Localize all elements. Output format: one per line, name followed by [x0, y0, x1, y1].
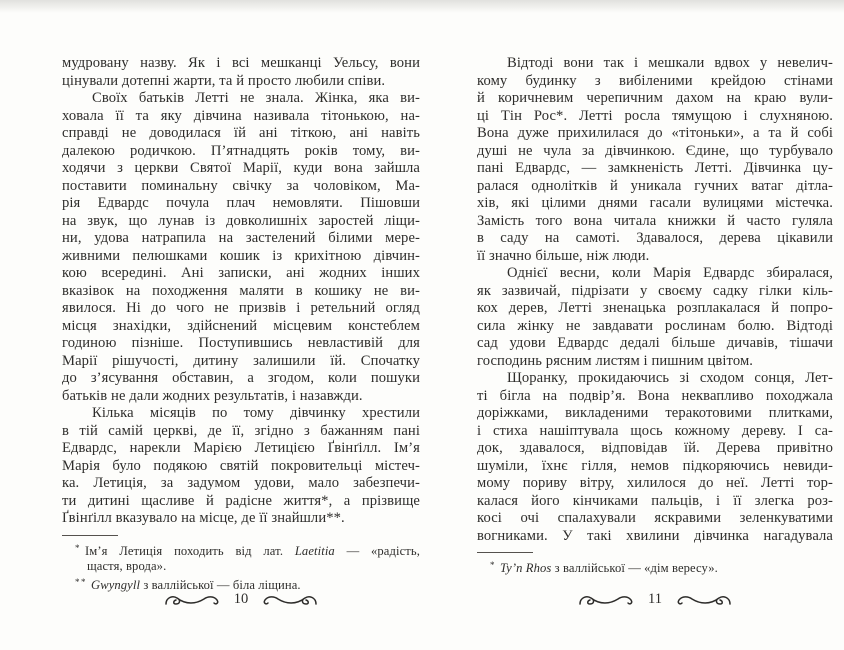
body-text-line: шуміли, їхнє гілля, немов підкоряючись невиди-: [477, 457, 833, 474]
footnote-term-italic: Gwyngyll: [91, 577, 141, 592]
body-text-line: в саду на самоті. Здавалося, дерева цікавили: [477, 230, 833, 246]
footnote-text: щастя, врода».: [87, 559, 167, 573]
body-text-line: й коричневим черепичним дахом на краю вули-: [477, 90, 833, 106]
page-number-row: [477, 591, 833, 608]
footnote-line: [62, 541, 420, 560]
body-text-line: її значно більше, ніж люди.: [477, 247, 650, 264]
body-text-line: на звук, що лунав із довколишніх заростей ліщи-: [62, 212, 420, 229]
swirl-flourish-left-icon: [164, 592, 222, 608]
footnote-marker: *: [75, 542, 81, 553]
body-text-line: вогниками. У такі хвилини дівчинка нагадувала: [477, 527, 833, 544]
body-lines: [62, 55, 420, 528]
body-text-line: кою всередині. Ані записки, ані жодних інших: [62, 265, 420, 281]
body-text-line: до з’ясування обставин, а згодом, коли пошуки: [62, 370, 420, 386]
body-text-line: док, здавалося, відповідав їй. Дерева привітно: [477, 440, 833, 456]
body-text-line: Замість того вона читала книжки й часто гуляла: [477, 212, 833, 229]
body-text-line: поставити поминальну свічку за чоловіком, Ма-: [62, 177, 420, 194]
footnote-separator: [477, 552, 533, 553]
footnote-term-italic: Ty’n Rhos: [500, 561, 552, 575]
footnote-text: — «радість,: [334, 543, 420, 558]
body-lines: [477, 55, 833, 545]
body-text-line: ти дитині щасливе й радісне життя*, а прізвище: [62, 492, 420, 509]
body-text-line: далекою родичкою. П’ятнадцять років тому, ви-: [62, 142, 420, 159]
footnote-text: Ім’я Летиція походить від лат.: [85, 543, 295, 558]
body-text-line: мому пориву вітру, хилилося до неї. Летті тор-: [477, 475, 833, 491]
body-text-line: Однієї весни, коли Марія Едвардс збиралася,: [507, 265, 833, 281]
body-text-line: Своїх батьків Летті не знала. Жінка, яка ви-: [92, 90, 420, 106]
body-text-line: Відтоді вони так і мешкали вдвох у невелич-: [507, 55, 833, 71]
page-number: 10: [233, 591, 249, 607]
body-text-line: ховала її та яку дівчина називала тітонькою, на-: [62, 107, 420, 124]
body-text-line: годиною пізніше. Поступившись невластивій для: [62, 335, 420, 351]
body-text-line: місця знахідки, здійснений місцевим констеблем: [62, 317, 420, 334]
body-text-line: ни, удова натрапила на застелений білими мере-: [62, 230, 420, 246]
footnote-text: з валлійської — біла ліщина.: [140, 577, 301, 592]
scan-edge-shadow: [0, 0, 844, 13]
body-text-line: кох дерев, Летті зненацька розплакалася й попро-: [477, 300, 833, 316]
body-text-line: кому будинку з вибіленими крейдою стінами: [477, 72, 833, 89]
swirl-flourish-left-icon: [578, 592, 636, 608]
body-text-line: вказівок на походження маляти в кошику не ви-: [62, 282, 420, 299]
body-text-line: батьків не дали жодних результатів, і назавжди.: [62, 387, 363, 404]
body-text-line: живними пелюшками кошик із крихітною дівчин-: [62, 247, 420, 264]
body-text-line: калася його кінчиками пальців, і її злегка роз-: [477, 492, 833, 509]
footnote-text: з валлійської — «дім вересу».: [551, 561, 718, 575]
body-text-line: як зазвичай, підрізати у своєму садку гілки кіль-: [477, 282, 833, 299]
footnote-marker: **: [75, 576, 87, 587]
body-text-line: рія Едвардс почула плач немовляти. Пішовши: [62, 195, 420, 211]
body-text-line: господинь рясним листям і пишним цвітом.: [477, 352, 754, 369]
body-text-line: ці Тін Рос*. Летті росла тямущою і слухняною.: [477, 107, 833, 124]
body-text-line: пані Едвардс, — замкненість Летті. Дівчинка цу-: [477, 160, 833, 176]
body-text-line: Марія було подякою святій покровительці містеч-: [62, 457, 420, 474]
body-text-line: ті бігла на подвір’я. Вона неквапливо походжала: [477, 387, 833, 404]
body-text-line: мудровану назву. Як і всі мешканці Уельсу, вони: [62, 55, 420, 71]
footnote-separator: [62, 535, 118, 536]
swirl-flourish-right-icon: [674, 592, 732, 608]
footnote-line: [477, 558, 833, 577]
body-text-line: ходячи з церкви Святої Марії, куди вона зайшла: [62, 160, 420, 176]
page-number: 11: [648, 591, 662, 607]
page-number-row: [62, 591, 420, 608]
footnotes: [477, 558, 833, 577]
body-text-line: ралася однолітків й уникала гучних ватаг дітла-: [477, 177, 833, 194]
body-text-line: ка. Летиція, за задумом удови, мало забезпечи-: [62, 475, 420, 491]
body-text-line: і стиха нашіптувала щось кожному дереву. І са-: [477, 422, 833, 439]
body-text-line: душі не чула за дівчинкою. Єдине, що турбувало: [477, 142, 833, 159]
body-text-line: сад удови Едвардс дедалі більше дичавів, тішачи: [477, 335, 833, 351]
footnote-marker: *: [490, 560, 496, 570]
body-text-line: сила жінку не завдавати рослинам болю. Відтоді: [477, 317, 833, 334]
body-text-line: явилося. Ні до чого не призвів і ретельний огляд: [62, 300, 420, 316]
body-text-line: хів, які цілими днями гасали вулицями містечка.: [477, 195, 833, 211]
body-text-line: справді не доводилася їй ані тіткою, ані навіть: [62, 125, 420, 141]
book-page-right: [477, 55, 833, 625]
body-text-line: Марії рішучості, дитину залишили їй. Спочатку: [62, 352, 420, 369]
body-text-line: Щоранку, прокидаючись зі сходом сонця, Лет-: [507, 370, 833, 386]
footnote-term-italic: Laetitia: [294, 543, 335, 558]
body-text-line: доріжками, викладеними теракотовими плитками,: [477, 405, 833, 421]
body-text-line: Едвардс, нарекли Марією Летицією Ґвінґілл. Ім’я: [62, 440, 420, 456]
body-text-line: цінували дотепні жарти, та й просто любили співи.: [62, 72, 386, 89]
body-text-line: косі очі спалахували яскравими зеленкуватими: [477, 510, 833, 526]
footnotes: [62, 541, 420, 594]
swirl-flourish-right-icon: [260, 592, 318, 608]
body-text-line: Вона дуже прихилилася до «тітоньки», а та й собі: [477, 125, 833, 141]
book-page-left: [62, 55, 420, 625]
body-text-line: Кілька місяців по тому дівчинку хрестили: [92, 405, 420, 421]
body-text-line: в тій самій церкві, де її, згідно з бажанням пані: [62, 422, 420, 439]
footnote-line: [62, 559, 420, 575]
body-text-line: Ґвінґілл вказувало на місце, де її знайшли**.: [62, 510, 345, 526]
